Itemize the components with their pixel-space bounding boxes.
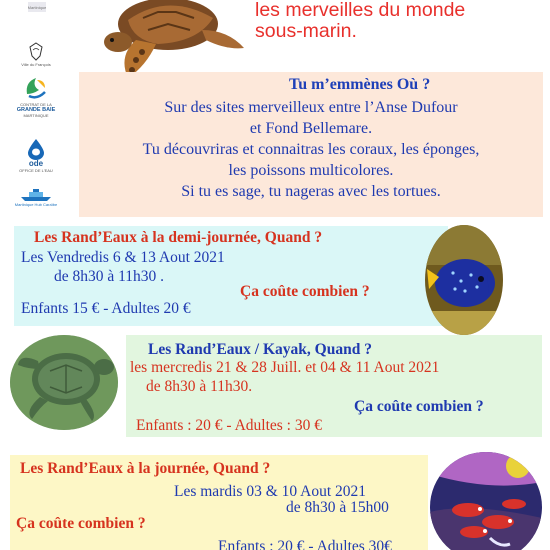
half-day-date: Les Vendredis 6 & 13 Aout 2021 xyxy=(21,249,225,266)
logo-ode xyxy=(16,132,56,178)
half-day-title: Les Rand’Eaux à la demi-journée, Quand ? xyxy=(34,229,323,246)
full-day-title: Les Rand’Eaux à la journée, Quand ? xyxy=(20,460,271,477)
full-day-price-question: Ça coûte combien ? xyxy=(16,515,146,532)
hawksbill-turtle-image xyxy=(98,0,248,80)
half-day-price: Enfants 15 € - Adultes 20 € xyxy=(21,300,191,317)
kayak-box xyxy=(126,335,542,437)
blue-fish-photo xyxy=(425,225,503,335)
water-drop-icon xyxy=(26,138,46,160)
soldierfish-photo xyxy=(430,452,542,550)
kayak-title: Les Rand’Eaux / Kayak, Quand ? xyxy=(148,341,372,358)
grande-baie-icon xyxy=(21,74,51,102)
half-day-box xyxy=(14,226,448,326)
intro-line: Tu découvriras et connaitras les coraux, les éponges, xyxy=(142,141,480,158)
logo3-text: ode xyxy=(28,158,44,168)
intro-question: Tu m’emmènes Où ? xyxy=(289,76,431,93)
full-day-price: Enfants : 20 € - Adultes 30€ xyxy=(218,538,392,550)
logo1-text: Ville du François xyxy=(21,61,51,67)
svg-text:Martinique: Martinique xyxy=(28,5,46,10)
logo4-text: Martinique Hub Caraïbe xyxy=(14,201,58,207)
half-day-time: de 8h30 à 11h30 . xyxy=(54,268,165,285)
logo2-line1: CONTRAT DE LA xyxy=(20,102,52,107)
full-day-box xyxy=(10,455,428,550)
logo3-subtext: OFFICE DE L'EAU xyxy=(19,167,53,173)
intro-line: Sur des sites merveilleux entre l’Anse Dufour xyxy=(164,99,458,116)
logo-grande-baie xyxy=(10,70,62,122)
kayak-price: Enfants : 20 € - Adultes : 30 € xyxy=(136,417,322,434)
city-crest-icon xyxy=(26,42,46,62)
logo2-line3: MARTINIQUE xyxy=(23,113,49,118)
intro-line: les poissons multicolores. xyxy=(228,162,394,179)
full-day-date: Les mardis 03 & 10 Aout 2021 xyxy=(174,483,367,500)
logo-collectivite xyxy=(26,0,48,14)
full-day-time: de 8h30 à 15h00 xyxy=(286,499,389,516)
logo2-line2: GRANDE BAIE xyxy=(16,107,56,113)
sea-turtle-photo xyxy=(10,335,118,430)
intro-line: Si tu es sage, tu nageras avec les tortues. xyxy=(181,183,441,200)
headline-line1: les merveilles du monde xyxy=(255,0,466,21)
headline xyxy=(245,0,545,42)
logo-ville-du-francois xyxy=(14,34,58,74)
logo-martinique-hub xyxy=(8,184,64,210)
headline-line2: sous-marin. xyxy=(255,20,357,42)
intro-box xyxy=(79,72,543,217)
kayak-price-question: Ça coûte combien ? xyxy=(354,398,484,415)
intro-text xyxy=(79,97,543,202)
partner-logos xyxy=(0,0,72,240)
half-day-price-question: Ça coûte combien ? xyxy=(240,283,370,300)
kayak-date: les mercredis 21 & 28 Juill. et 04 & 11 Aout 2021 xyxy=(130,359,440,376)
boat-icon xyxy=(18,188,54,202)
intro-line: et Fond Bellemare. xyxy=(249,120,373,137)
kayak-time: de 8h30 à 11h30. xyxy=(146,378,253,395)
